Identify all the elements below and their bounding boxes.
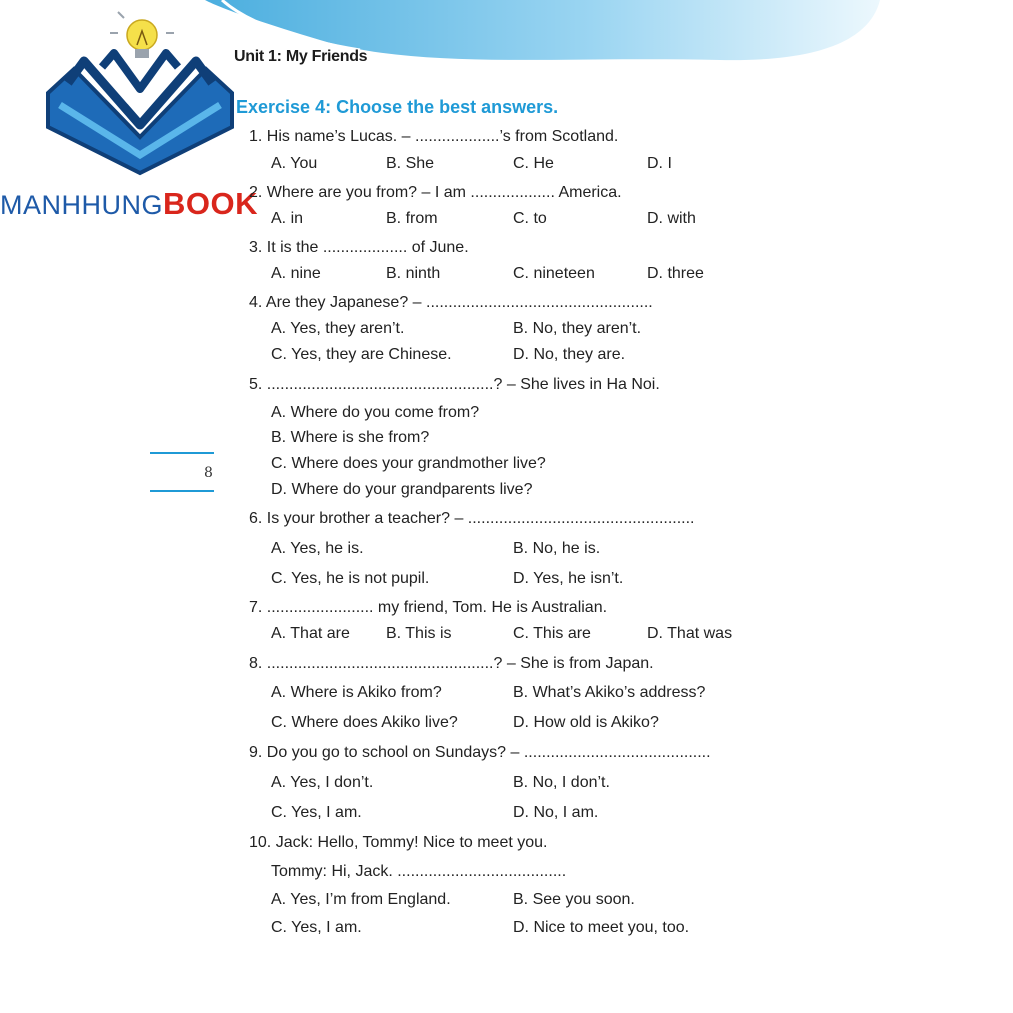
question-10-subline: Tommy: Hi, Jack. ...................................... — [271, 863, 567, 880]
option-8c: C. Where does Akiko live? — [271, 714, 458, 731]
option-7c: C. This are — [513, 625, 591, 642]
option-8d: D. How old is Akiko? — [513, 714, 659, 731]
option-2a: A. in — [271, 210, 304, 227]
option-6d: D. Yes, he isn’t. — [513, 570, 624, 587]
option-3a: A. nine — [271, 265, 321, 282]
option-10d: D. Nice to meet you, too. — [513, 919, 690, 936]
option-6a: A. Yes, he is. — [271, 540, 364, 557]
unit-title: Unit 1: My Friends — [234, 48, 368, 65]
brand-part-2: BOOK — [163, 186, 258, 221]
option-9b: B. No, I don’t. — [513, 774, 610, 791]
question-5: 5. ...................................................? – She lives in Ha Noi. — [249, 376, 660, 393]
option-9c: C. Yes, I am. — [271, 804, 362, 821]
option-5d: D. Where do your grandparents live? — [271, 481, 533, 498]
question-10: 10. Jack: Hello, Tommy! Nice to meet you. — [249, 834, 548, 851]
option-5c: C. Where does your grandmother live? — [271, 455, 546, 472]
question-3: 3. It is the ................... of June. — [249, 239, 469, 256]
page-number-box — [150, 452, 214, 492]
option-7d: D. That was — [647, 625, 733, 642]
option-1d: D. I — [647, 155, 672, 172]
option-5b: B. Where is she from? — [271, 429, 430, 446]
option-4c: C. Yes, they are Chinese. — [271, 346, 452, 363]
option-4b: B. No, they aren’t. — [513, 320, 642, 337]
option-6c: C. Yes, he is not pupil. — [271, 570, 430, 587]
question-4: 4. Are they Japanese? – ................................................... — [249, 294, 653, 311]
option-7a: A. That are — [271, 625, 350, 642]
option-1c: C. He — [513, 155, 554, 172]
option-6b: B. No, he is. — [513, 540, 601, 557]
option-2d: D. with — [647, 210, 696, 227]
option-7b: B. This is — [386, 625, 452, 642]
option-2b: B. from — [386, 210, 438, 227]
option-9d: D. No, I am. — [513, 804, 599, 821]
open-book-logo-icon — [40, 5, 240, 180]
question-2: 2. Where are you from? – I am ................... America. — [249, 184, 622, 201]
question-9: 9. Do you go to school on Sundays? – .......................................... — [249, 744, 711, 761]
page-number: 8 — [204, 465, 213, 481]
question-8: 8. ...................................................? – She is from Japan. — [249, 655, 654, 672]
brand-part-1: MANHHUNG — [0, 190, 163, 220]
brand-watermark — [0, 186, 258, 222]
question-7: 7. ........................ my friend, Tom. He is Australian. — [249, 599, 608, 616]
option-5a: A. Where do you come from? — [271, 404, 480, 421]
option-3b: B. ninth — [386, 265, 441, 282]
option-1a: A. You — [271, 155, 318, 172]
option-8a: A. Where is Akiko from? — [271, 684, 442, 701]
option-9a: A. Yes, I don’t. — [271, 774, 374, 791]
exercise-title: Exercise 4: Choose the best answers. — [236, 97, 559, 117]
option-10c: C. Yes, I am. — [271, 919, 362, 936]
option-1b: B. She — [386, 155, 435, 172]
option-8b: B. What’s Akiko’s address? — [513, 684, 706, 701]
option-10a: A. Yes, I’m from England. — [271, 891, 451, 908]
option-3d: D. three — [647, 265, 704, 282]
option-3c: C. nineteen — [513, 265, 595, 282]
option-4a: A. Yes, they aren’t. — [271, 320, 405, 337]
question-6: 6. Is your brother a teacher? – ................................................... — [249, 510, 695, 527]
option-2c: C. to — [513, 210, 547, 227]
option-10b: B. See you soon. — [513, 891, 635, 908]
option-4d: D. No, they are. — [513, 346, 626, 363]
question-1: 1. His name’s Lucas. – ...................’s from Scotland. — [249, 128, 619, 145]
